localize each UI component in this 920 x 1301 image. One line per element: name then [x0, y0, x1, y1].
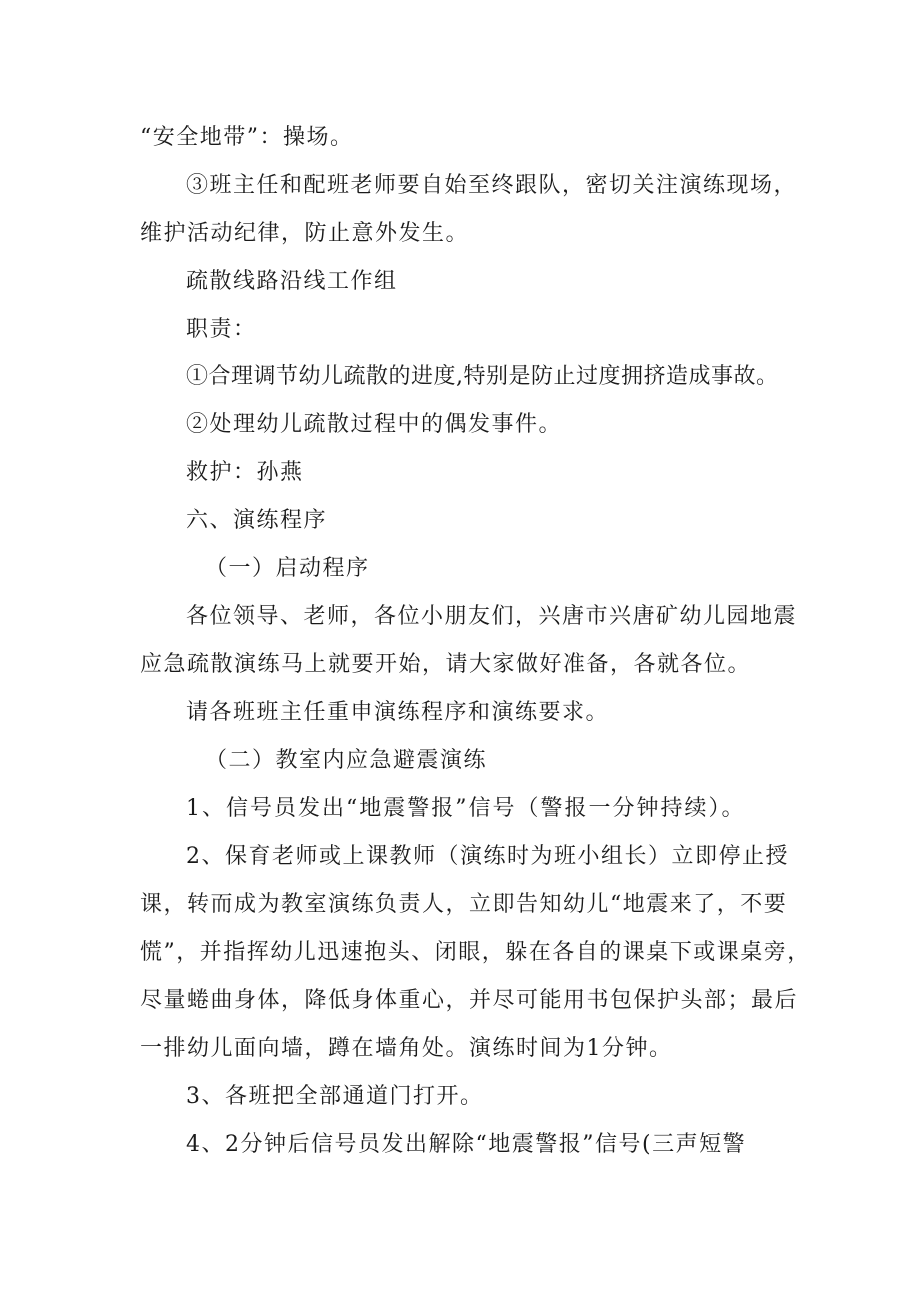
subsection-heading: （二）教室内应急避震演练 [205, 748, 488, 773]
text-line: ①合理调节幼儿疏散的进度,特别是防止过度拥挤造成事故。 [186, 364, 779, 389]
section-heading: 六、演练程序 [186, 508, 328, 533]
text-line: 请各班班主任重申演练程序和演练要求。 [186, 700, 610, 725]
text-line: 1、信号员发出“地震警报”信号（警报一分钟持续）。 [186, 796, 746, 821]
text-line: 2、保育老师或上课教师（演练时为班小组长）立即停止授 [186, 844, 789, 869]
text-line: 一排幼儿面向墙，蹲在墙角处。演练时间为1分钟。 [140, 1036, 673, 1061]
text-line: 3、各班把全部通道门打开。 [186, 1084, 484, 1109]
text-line: ②处理幼儿疏散过程中的偶发事件。 [186, 412, 563, 437]
text-line: 慌”，并指挥幼儿迅速抱头、闭眼，躲在各自的课桌下或课桌旁， [140, 940, 811, 965]
text-line: 4、2分钟后信号员发出解除“地震警报”信号(三声短警 [186, 1132, 747, 1157]
section-heading: 疏散线路沿线工作组 [186, 269, 398, 294]
text-line: 职责： [186, 317, 257, 342]
text-line: 应急疏散演练马上就要开始，请大家做好准备，各就各位。 [140, 652, 752, 677]
text-line: 课，转而成为教室演练负责人，立即告知幼儿“地震来了，不要 [140, 892, 788, 917]
text-line: 救护：孙燕 [186, 460, 304, 485]
text-line: 维护活动纪律，防止意外发生。 [140, 221, 470, 246]
text-line: ③班主任和配班老师要自始至终跟队，密切关注演练现场， [186, 173, 798, 198]
text-line: “安全地带”：操场。 [140, 125, 354, 150]
text-line: 各位领导、老师，各位小朋友们，兴唐市兴唐矿幼儿园地震 [186, 604, 798, 629]
text-line: 尽量蜷曲身体，降低身体重心，并尽可能用书包保护头部；最后 [140, 988, 799, 1013]
subsection-heading: （一）启动程序 [205, 556, 370, 581]
